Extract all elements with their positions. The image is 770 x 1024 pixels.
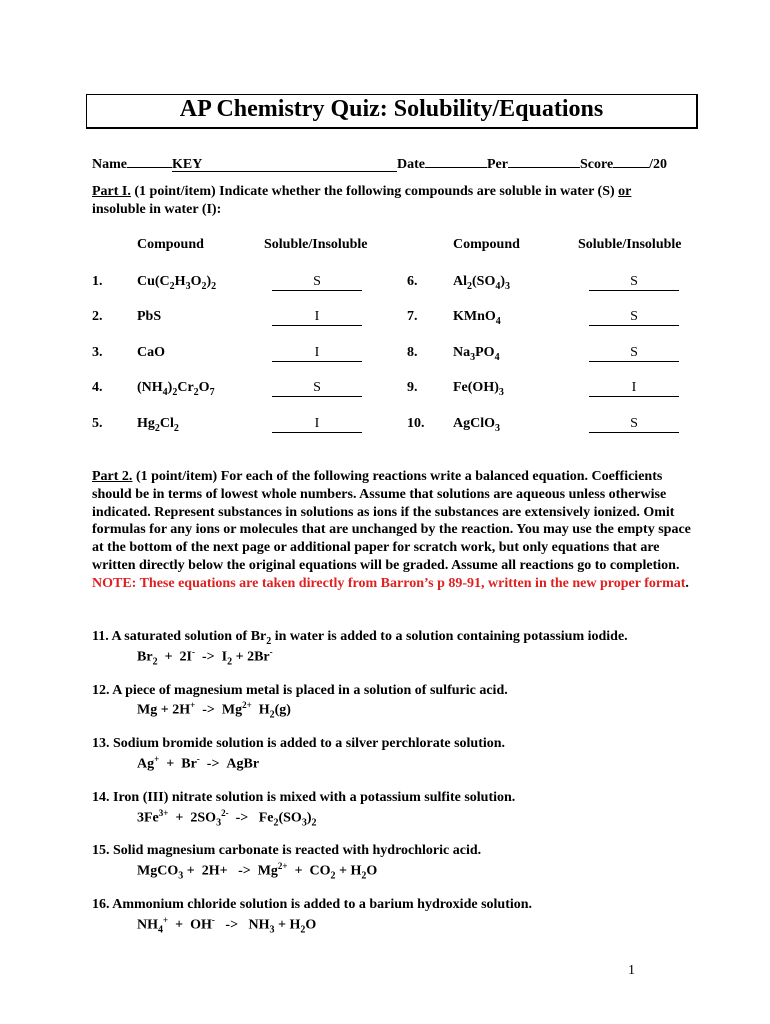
item-compound: AgClO$_3$	[453, 416, 500, 434]
question-text: 12. A piece of magnesium metal is placed in a solution of sulfuric acid.	[92, 683, 508, 698]
date-field	[425, 153, 487, 168]
question-text: 13. Sodium bromide solution is added to a silver perchlorate solution.	[92, 736, 506, 751]
question-text: 14. Iron (III) nitrate solution is mixed with a potassium sulfite solution.	[92, 790, 516, 805]
question-equation: MgCO$_3$ + $2H+ -> Mg^{2+} + CO_2 + H_2O$	[137, 861, 378, 882]
part1-instr-or: or	[618, 184, 632, 199]
name-blank-lead	[127, 153, 172, 168]
part1-instr-b: insoluble in water (I):	[92, 201, 222, 217]
question-equation: $NH_4^+ + OH^- -> NH_3 + H_2O$	[137, 915, 317, 936]
part2-note: NOTE: These equations are taken directly from Barron’s p 89-91, written in the new proper format	[92, 575, 686, 591]
item-answer: S	[272, 274, 362, 291]
item-number: 3.	[92, 345, 103, 360]
question-equation: $Mg + 2H^+ -> Mg^{2+}$ $H_2(g)$	[137, 700, 291, 721]
item-number: 7.	[407, 309, 418, 324]
name-value: KEY	[172, 157, 203, 172]
score-field	[613, 153, 649, 168]
item-number: 1.	[92, 274, 103, 289]
page-title: AP Chemistry Quiz: Solubility/Equations	[179, 96, 604, 122]
part2-instr: (1 point/item) For each of the following reactions write a balanced equation. Coefficients should be in terms of lowest whole numbers. Assume that solutions are aqueous unless otherwise indicated. Represent substances in solutions as ions if the substances are extensively ionized. Omit formulas for any ions or molecules that are unchanged by the reaction. You may use the empty space at the bottom of the next page or additional paper for scratch work, but only equations that are written directly below the original equations will be graded. Assume all reactions go to completion.	[92, 469, 691, 573]
item-compound: $Fe(OH)_3$	[453, 380, 504, 398]
part2-instructions	[92, 468, 702, 593]
item-number: 4.	[92, 380, 103, 395]
col-soluble-left: Soluble/Insoluble	[264, 237, 368, 252]
col-soluble-right: Soluble/Insoluble	[578, 237, 682, 252]
part1-instr-a: (1 point/item) Indicate whether the following compounds are soluble in water (S)	[130, 184, 619, 199]
question-text: 15. Solid magnesium carbonate is reacted with hydrochloric acid.	[92, 843, 482, 858]
item-answer: S	[589, 274, 679, 291]
question-text: 11. A saturated solution of $Br_2$ in water is added to a solution containing potassium iodide.	[92, 629, 628, 647]
header-line	[92, 153, 667, 173]
item-compound: KMnO$_4$	[453, 309, 501, 327]
item-compound: $Hg_2Cl_2$	[137, 416, 179, 434]
per-field	[508, 153, 580, 168]
score-total: /20	[649, 157, 668, 172]
item-compound: $Na_3PO_4$	[453, 345, 500, 363]
question-equation: $Br_2 + 2I^- -> I_2 + 2Br^-$	[137, 647, 273, 668]
item-compound: CaO	[137, 345, 165, 360]
page-number: 1	[628, 963, 635, 978]
item-compound: $(NH_4)_2Cr_2O_7$	[137, 380, 215, 398]
part1-instructions	[92, 183, 702, 219]
name-label: Name	[92, 157, 127, 172]
item-answer: I	[272, 309, 362, 326]
col-compound-right: Compound	[453, 237, 520, 252]
item-number: 9.	[407, 380, 418, 395]
item-number: 10.	[407, 416, 425, 431]
question-equation: $3Fe^{3+} + 2SO_3^{2-} -> Fe_2(SO_3)_2$	[137, 808, 317, 829]
item-number: 5.	[92, 416, 103, 431]
item-compound: $Cu(C_2H_3O_2)_2$	[137, 274, 217, 292]
item-number: 6.	[407, 274, 418, 289]
item-answer: S	[589, 309, 679, 326]
part1-heading: Part I.	[92, 184, 131, 199]
question-equation: Ag+ + Br- -> AgBr	[137, 754, 260, 772]
item-answer: S	[272, 380, 362, 397]
part2-note-end: .	[685, 575, 689, 591]
item-answer: I	[272, 345, 362, 362]
question-text: 16. Ammonium chloride solution is added to a barium hydroxide solution.	[92, 897, 533, 912]
item-number: 2.	[92, 309, 103, 324]
date-label: Date	[397, 157, 425, 172]
item-answer: S	[589, 416, 679, 433]
col-compound-left: Compound	[137, 237, 204, 252]
part2-heading: Part 2.	[92, 469, 133, 484]
item-compound: $Al_2(SO_4)_3$	[453, 274, 511, 292]
score-label: Score	[579, 157, 614, 172]
item-compound: PbS	[137, 309, 162, 324]
item-answer: I	[272, 416, 362, 433]
name-field	[172, 157, 397, 172]
item-answer: S	[589, 345, 679, 362]
per-label: Per	[487, 157, 508, 172]
item-answer: I	[589, 380, 679, 397]
item-number: 8.	[407, 345, 418, 360]
title-box	[86, 94, 698, 129]
